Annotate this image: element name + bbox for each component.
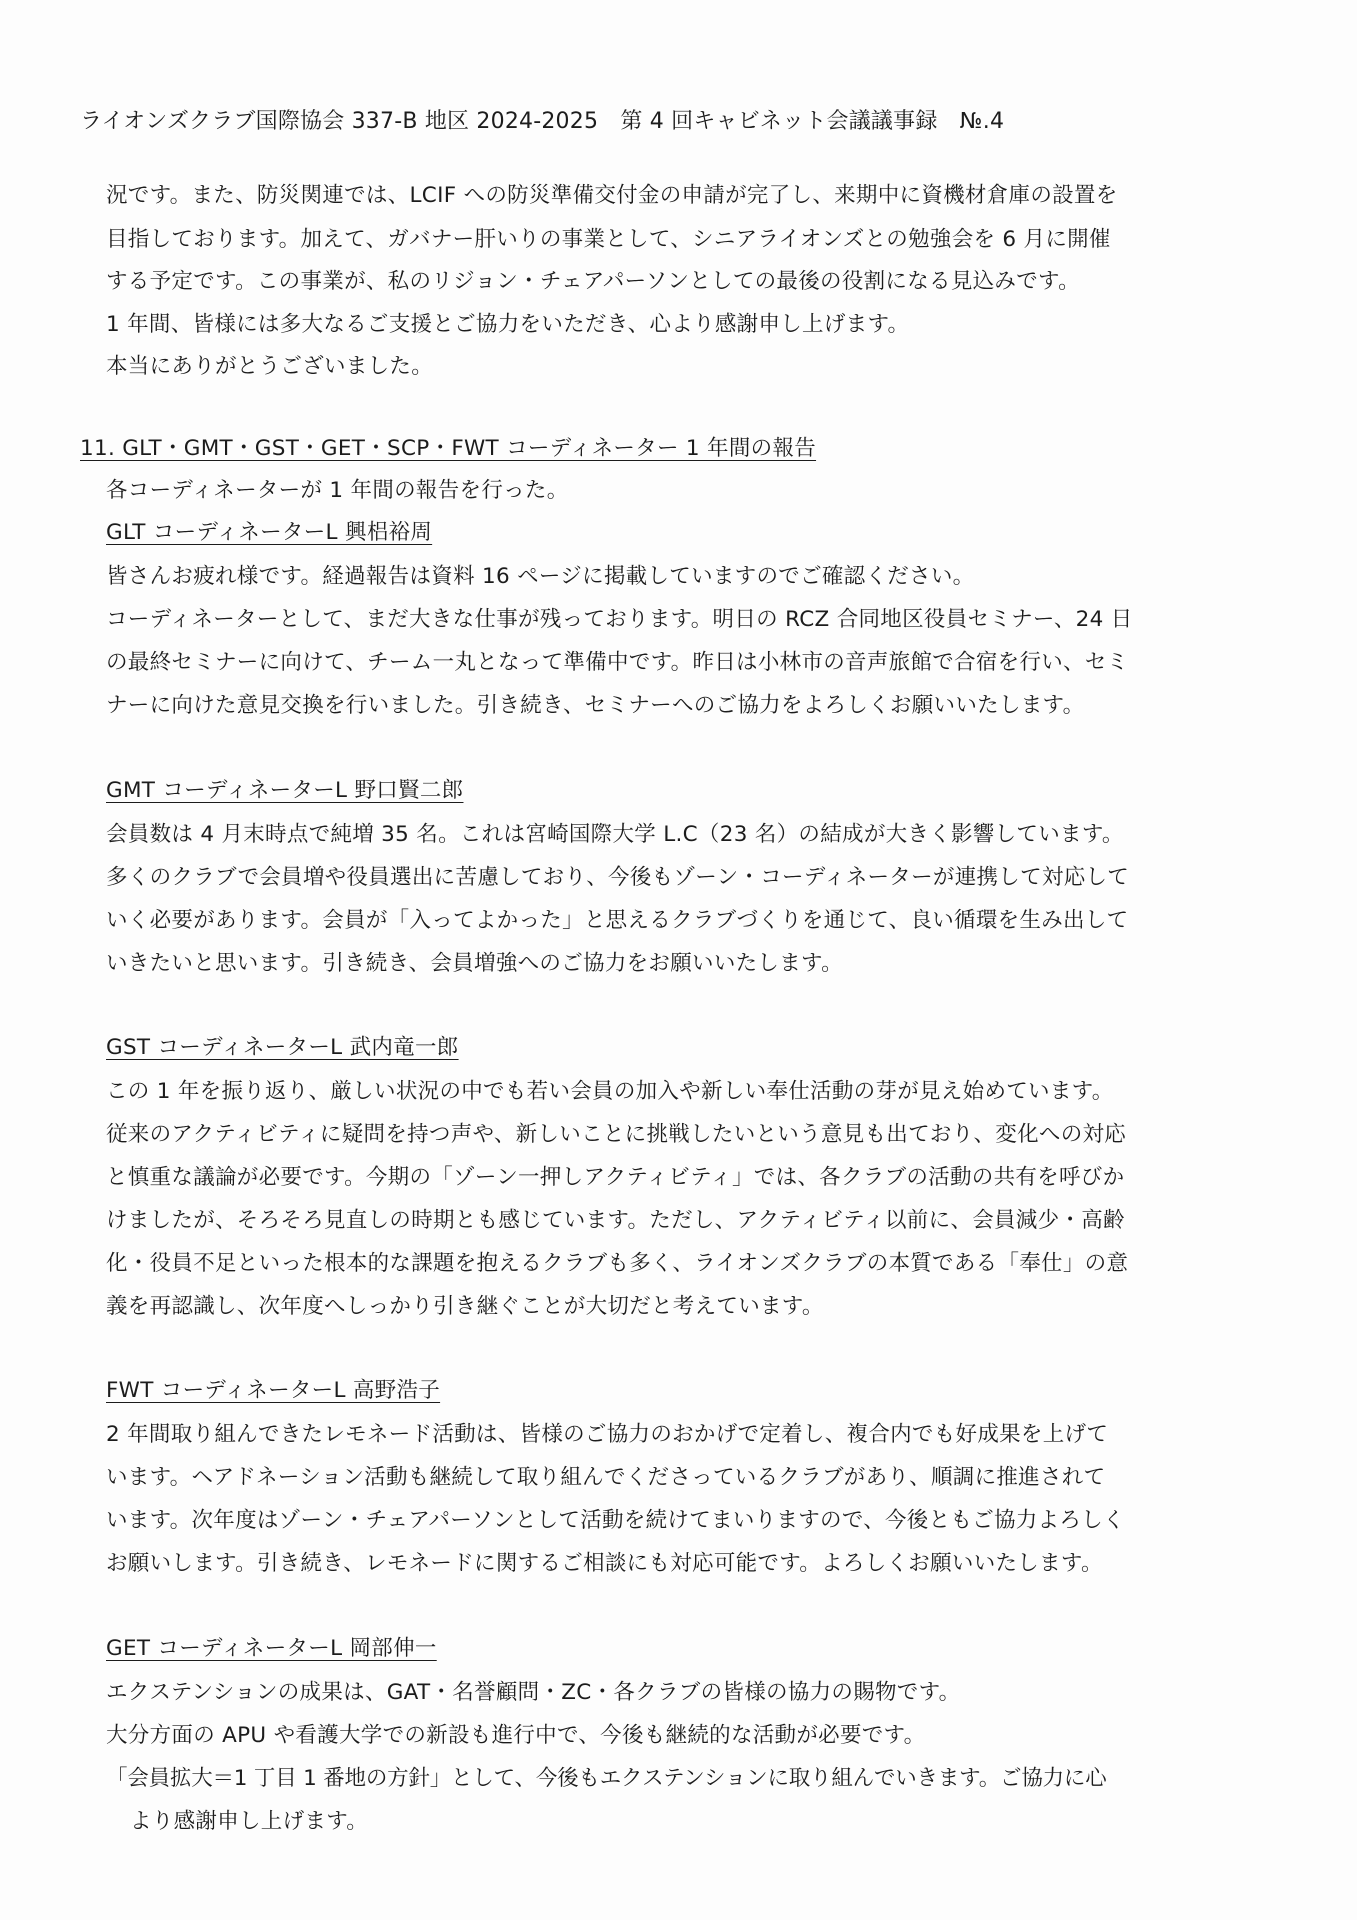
gst-line-4: けましたが、そろそろ見直しの時期とも感じています。ただし、アクティビティ以前に、会員減少・高齢 — [106, 1208, 1125, 1233]
intro-line-1: 況です。また、防災関連では、LCIF への防災準備交付金の申請が完了し、来期中に資機材倉庫の設置を — [106, 183, 1118, 208]
intro-line-3: する予定です。この事業が、私のリジョン・チェアパーソンとしての最後の役割になる見込みです。 — [106, 269, 1080, 294]
glt-line-3: の最終セミナーに向けて、チーム一丸となって準備中です。昨日は小林市の音声旅館で合宿を行い、セミ — [106, 650, 1129, 675]
get-line-2: 大分方面の APU や看護大学での新設も進行中で、今後も継続的な活動が必要です。 — [106, 1723, 926, 1748]
fwt-heading: FWT コーディネーターL 高野浩子 — [106, 1378, 441, 1403]
fwt-line-2: います。ヘアドネーション活動も継続して取り組んでくださっているクラブがあり、順調に推進されて — [106, 1465, 1106, 1490]
intro-line-2: 目指しております。加えて、ガバナー肝いりの事業として、シニアライオンズとの勉強会を 6 月に開催 — [106, 227, 1111, 252]
intro-line-4: 1 年間、皆様には多大なるご支援とご協力をいただき、心より感謝申し上げます。 — [106, 312, 910, 337]
glt-line-2: コーディネーターとして、まだ大きな仕事が残っております。明日の RCZ 合同地区役員セミナー、24 日 — [106, 607, 1133, 632]
gst-line-2: 従来のアクティビティに疑問を持つ声や、新しいことに挑戦したいという意見も出ており、変化への対応 — [106, 1122, 1127, 1147]
gmt-line-3: いく必要があります。会員が「入ってよかった」と思えるクラブづくりを通じて、良い循環を生み出して — [106, 908, 1129, 933]
fwt-line-3: います。次年度はゾーン・チェアパーソンとして活動を続けてまいりますので、今後ともご協力よろしく — [106, 1508, 1125, 1533]
get-heading: GET コーディネーターL 岡部伸一 — [106, 1636, 437, 1661]
gmt-line-2: 多くのクラブで会員増や役員選出に苦慮しており、今後もゾーン・コーディネーターが連携して対応して — [106, 865, 1130, 890]
gmt-heading: GMT コーディネーターL 野口賢二郎 — [106, 778, 464, 803]
get-line-1: エクステンションの成果は、GAT・名誉顧問・ZC・各クラブの皆様の協力の賜物です。 — [106, 1680, 961, 1705]
fwt-line-1: 2 年間取り組んできたレモネード活動は、皆様のご協力のおかげで定着し、複合内でも好成果を上げて — [106, 1422, 1109, 1447]
gst-line-5: 化・役員不足といった根本的な課題を抱えるクラブも多く、ライオンズクラブの本質である「奉仕」の意 — [106, 1251, 1129, 1276]
get-line-3: 「会員拡大＝1 丁目 1 番地の方針」として、今後もエクステンションに取り組んでいきます。ご協力に心 — [106, 1766, 1107, 1791]
fwt-line-4: お願いします。引き続き、レモネードに関するご相談にも対応可能です。よろしくお願いいたします。 — [106, 1551, 1103, 1576]
section-11-summary: 各コーディネーターが 1 年間の報告を行った。 — [106, 478, 569, 503]
glt-line-4: ナーに向けた意見交換を行いました。引き続き、セミナーへのご協力をよろしくお願いいたします。 — [106, 693, 1085, 718]
gst-line-1: この 1 年を振り返り、厳しい状況の中でも若い会員の加入や新しい奉仕活動の芽が見え始めています。 — [106, 1079, 1114, 1104]
section-11-title: 11. GLT・GMT・GST・GET・SCP・FWT コーディネーター 1 年間の報告 — [80, 436, 817, 461]
get-line-4: より感謝申し上げます。 — [130, 1809, 369, 1834]
gmt-line-4: いきたいと思います。引き続き、会員増強へのご協力をお願いいたします。 — [106, 951, 843, 976]
gmt-line-1: 会員数は 4 月末時点で純増 35 名。これは宮崎国際大学 L.C（23 名）の結成が大きく影響しています。 — [106, 822, 1124, 847]
document-header: ライオンズクラブ国際協会 337-B 地区 2024-2025 第 4 回キャビネット会議議事録 №.4 — [80, 109, 1005, 134]
gst-line-3: と慎重な議論が必要です。今期の「ゾーン一押しアクティビティ」では、各クラブの活動の共有を呼びか — [106, 1165, 1125, 1190]
intro-line-5: 本当にありがとうございました。 — [106, 354, 434, 379]
glt-line-1: 皆さんお疲れ様です。経過報告は資料 16 ページに掲載していますのでご確認ください。 — [106, 564, 975, 589]
gst-heading: GST コーディネーターL 武内竜一郎 — [106, 1035, 459, 1060]
gst-line-6: 義を再認識し、次年度へしっかり引き継ぐことが大切だと考えています。 — [106, 1294, 824, 1319]
glt-heading: GLT コーディネーターL 興梠裕周 — [106, 520, 433, 545]
